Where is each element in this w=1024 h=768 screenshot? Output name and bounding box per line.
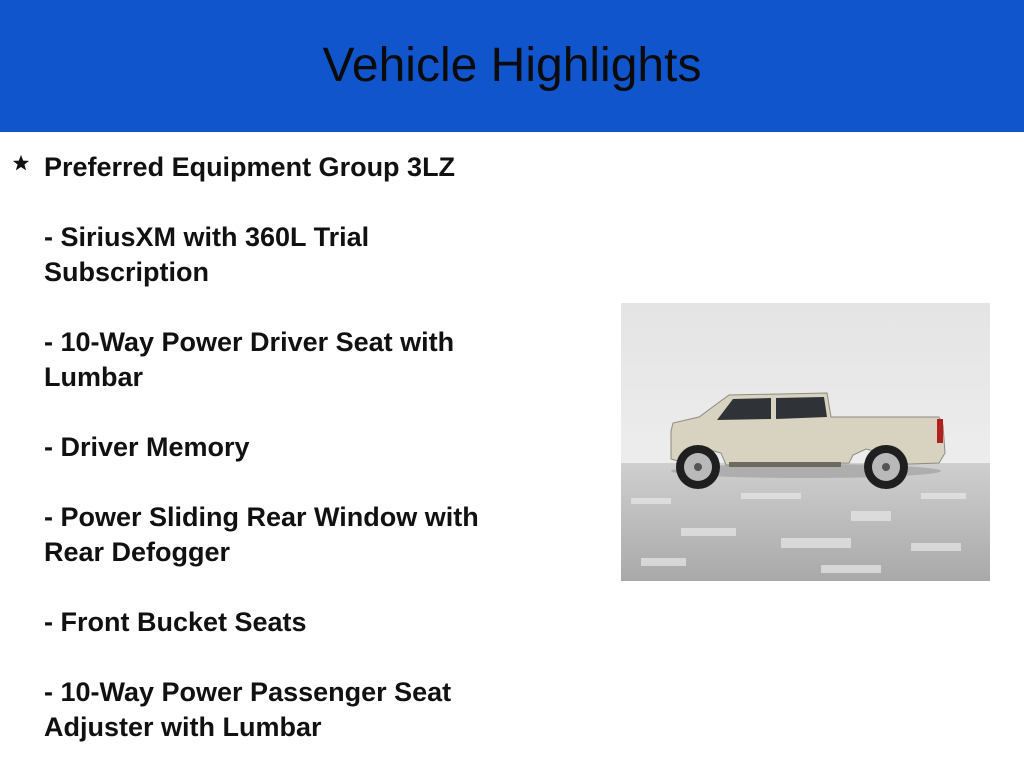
highlight-line: [44, 465, 552, 500]
highlight-text: [44, 150, 552, 745]
highlight-line: [44, 185, 552, 220]
vehicle-photo: [621, 303, 990, 581]
star-icon: [12, 154, 30, 172]
highlight-line: [44, 570, 552, 605]
highlight-line: Rear Defogger: [44, 537, 231, 567]
page-title: Vehicle Highlights: [322, 38, 702, 92]
highlight-line: Subscription: [44, 257, 210, 287]
highlight-line: [44, 290, 552, 325]
highlight-line: [44, 395, 552, 430]
header-banner: [0, 0, 1024, 132]
highlight-line: - Front Bucket Seats: [44, 607, 307, 637]
highlight-line: - Power Sliding Rear Window with: [44, 502, 479, 532]
highlight-line: - 10-Way Power Passenger Seat: [44, 677, 452, 707]
highlight-line: - SiriusXM with 360L Trial: [44, 222, 370, 252]
highlight-line: Preferred Equipment Group 3LZ: [44, 152, 456, 182]
highlight-line: - Driver Memory: [44, 432, 250, 462]
highlight-line: - 10-Way Power Driver Seat with: [44, 327, 455, 357]
highlights-list: [12, 150, 552, 745]
highlight-line: [44, 640, 552, 675]
highlight-line: Adjuster with Lumbar: [44, 712, 322, 742]
highlight-line: Lumbar: [44, 362, 144, 392]
highlight-bullet: [12, 150, 552, 745]
